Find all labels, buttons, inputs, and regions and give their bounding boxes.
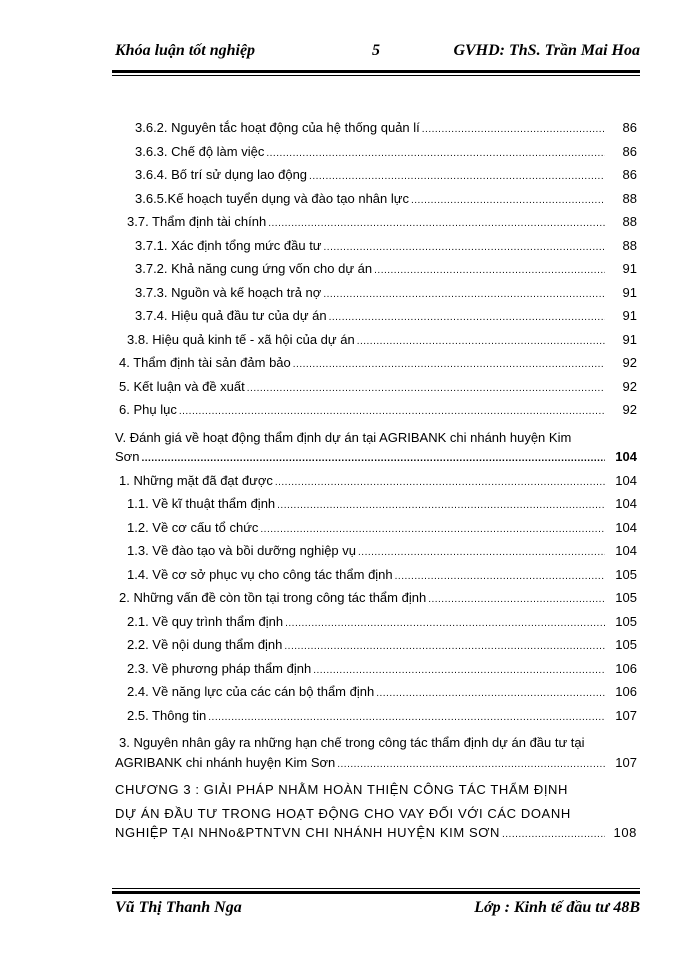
toc-leader: [285, 618, 605, 629]
toc-label: NGHIỆP TẠI NHNo&PTNTVN CHI NHÁNH HUYỆN KIM SƠN: [115, 825, 500, 840]
toc-leader: [422, 124, 605, 135]
toc-leader: [329, 312, 605, 323]
toc-entry[interactable]: [115, 144, 637, 168]
toc-entry[interactable]: [115, 167, 637, 191]
toc-label: Sơn: [115, 449, 140, 464]
toc-label: 2.5. Thông tin: [127, 707, 207, 723]
toc-leader: [208, 712, 605, 723]
toc-label: 1.2. Về cơ cấu tổ chức: [127, 519, 259, 535]
toc-entry[interactable]: [115, 449, 637, 473]
toc-entry-heading-line: [115, 731, 637, 755]
toc-entry[interactable]: [115, 402, 637, 426]
toc-entry-heading-line: [115, 426, 637, 450]
toc-entry[interactable]: [115, 684, 637, 708]
toc-page: 91: [622, 308, 637, 323]
toc-entry[interactable]: [115, 332, 637, 356]
toc-label-line: DỰ ÁN ĐẦU TƯ TRONG HOẠT ĐỘNG CHO VAY ĐỐI VỚI CÁC DOANH: [115, 805, 571, 821]
toc-page: 105: [615, 590, 637, 605]
toc-label: 6. Phụ lục: [119, 402, 177, 417]
toc-entry[interactable]: [115, 708, 637, 732]
toc-label: 3.7.1. Xác định tổng mức đầu tư: [135, 237, 322, 253]
toc-label-line: V. Đánh giá về hoạt động thẩm định dự án tại AGRIBANK chi nhánh huyện Kim: [115, 429, 572, 445]
toc-leader: [141, 453, 605, 464]
toc-label: 3.6.5.Kế hoạch tuyển dụng và đào tạo nhân lực: [135, 190, 409, 206]
toc-label: 1.4. Về cơ sở phục vụ cho công tác thẩm định: [127, 566, 393, 582]
toc-page: 105: [615, 637, 637, 652]
toc-entry[interactable]: [115, 825, 637, 849]
page-header: [115, 42, 640, 66]
toc-label: 4. Thẩm định tài sản đảm bảo: [119, 355, 291, 370]
toc-entry[interactable]: [115, 238, 637, 262]
toc-leader: [275, 477, 605, 488]
toc-label: 3.7.4. Hiệu quả đầu tư của dự án: [135, 308, 327, 323]
toc-page: 86: [622, 120, 637, 135]
toc-page: 92: [622, 378, 637, 394]
toc-page: 107: [615, 707, 637, 723]
toc-page: 92: [622, 402, 637, 417]
page-footer: [115, 899, 640, 923]
toc-page: 86: [622, 167, 637, 182]
toc-page: 104: [615, 496, 637, 511]
toc-leader: [337, 759, 605, 770]
toc-entry-heading-line: [115, 778, 637, 802]
toc-entry[interactable]: [115, 214, 637, 238]
toc-leader: [284, 641, 605, 652]
toc-entry[interactable]: [115, 543, 637, 567]
toc-leader: [313, 665, 605, 676]
toc-page: 92: [622, 355, 637, 370]
toc-entry[interactable]: [115, 661, 637, 685]
toc-label: 3.6.2. Nguyên tắc hoạt động của hệ thống quản lí: [135, 120, 420, 135]
toc-page: 108: [613, 825, 637, 840]
toc-label: 3.6.4. Bố trí sử dụng lao động: [135, 167, 308, 182]
toc-label: 5. Kết luận và đề xuất: [119, 378, 245, 394]
toc-entry[interactable]: [115, 614, 637, 638]
toc-leader: [309, 171, 605, 182]
toc-label: 2.1. Về quy trình thẩm định: [127, 613, 284, 629]
toc-leader: [293, 359, 605, 370]
toc-entry-heading-line: [115, 802, 637, 826]
toc-leader: [323, 289, 605, 300]
toc-page: 91: [622, 261, 637, 276]
toc-page: 104: [615, 449, 637, 464]
toc-page: 105: [615, 613, 637, 629]
toc-leader: [411, 195, 605, 206]
toc-leader: [268, 218, 605, 229]
toc-leader: [374, 265, 605, 276]
toc-page: 91: [622, 331, 637, 347]
toc-entry[interactable]: [115, 520, 637, 544]
toc-entry[interactable]: [115, 496, 637, 520]
toc-entry[interactable]: [115, 191, 637, 215]
toc-label: 2.4. Về năng lực của các cán bộ thẩm định: [127, 684, 375, 699]
page-number: 5: [372, 42, 380, 59]
toc-label: AGRIBANK chi nhánh huyện Kim Sơn: [115, 754, 336, 770]
toc-leader: [324, 242, 605, 253]
header-title: Khóa luận tốt nghiệp: [115, 42, 256, 59]
toc-entry[interactable]: [115, 637, 637, 661]
toc-entry[interactable]: [115, 261, 637, 285]
toc-label: 1.1. Về kĩ thuật thẩm định: [127, 496, 276, 511]
header-advisor: GVHD: ThS. Trần Mai Hoa: [453, 42, 640, 59]
footer-class: Lớp : Kinh tế đầu tư 48B: [474, 899, 640, 916]
toc-label: 3.6.3. Chế độ làm việc: [135, 143, 265, 159]
toc-page: 104: [615, 519, 637, 535]
toc-page: 106: [615, 684, 637, 699]
toc-leader: [247, 383, 605, 394]
toc-entry[interactable]: [115, 379, 637, 403]
toc-page: 105: [615, 566, 637, 582]
footer-author: Vũ Thị Thanh Nga: [115, 899, 242, 916]
toc-leader: [266, 148, 605, 159]
toc-page: 86: [622, 143, 637, 159]
toc-leader: [502, 829, 605, 840]
toc-page: 91: [622, 284, 637, 300]
toc-label: 3.7. Thẩm định tài chính: [127, 214, 267, 229]
footer-rule: [112, 888, 640, 894]
toc-label: 1.3. Về đào tạo và bồi dưỡng nghiệp vụ: [127, 543, 357, 558]
toc-label: 2. Những vấn đề còn tồn tại trong công tác thẩm định: [119, 590, 427, 605]
toc-leader: [428, 594, 605, 605]
toc-entry[interactable]: [115, 120, 637, 144]
toc-label: 2.2. Về nội dung thẩm định: [127, 637, 283, 652]
toc-entry[interactable]: [115, 590, 637, 614]
toc-entry[interactable]: [115, 355, 637, 379]
toc-page: 88: [622, 190, 637, 206]
toc-entry[interactable]: [115, 567, 637, 591]
toc-entry[interactable]: [115, 473, 637, 497]
toc-entry[interactable]: [115, 285, 637, 309]
toc-leader: [357, 336, 605, 347]
toc-entry[interactable]: [115, 308, 637, 332]
toc-label: 1. Những mặt đã đạt được: [119, 472, 273, 488]
toc-label: 3.7.3. Nguồn và kế hoạch trả nợ: [135, 284, 322, 300]
toc-leader: [277, 500, 605, 511]
toc-label-line: CHƯƠNG 3 : GIẢI PHÁP NHẰM HOÀN THIỆN CÔNG TÁC THẨM ĐỊNH: [115, 782, 569, 797]
toc-leader: [260, 524, 605, 535]
toc-entry[interactable]: [115, 755, 637, 779]
toc-page: 107: [615, 754, 637, 770]
toc-page: 104: [615, 472, 637, 488]
toc-page: 88: [622, 237, 637, 253]
toc-page: 88: [622, 214, 637, 229]
toc-leader: [179, 406, 605, 417]
toc-label: 2.3. Về phương pháp thẩm định: [127, 660, 312, 676]
toc-leader: [358, 547, 605, 558]
toc-leader: [395, 571, 605, 582]
toc-page: 106: [615, 660, 637, 676]
toc-label: 3.7.2. Khả năng cung ứng vốn cho dự án: [135, 261, 373, 276]
table-of-contents: [115, 120, 637, 849]
toc-page: 104: [615, 543, 637, 558]
toc-leader: [376, 688, 605, 699]
header-rule: [112, 70, 640, 76]
toc-label-line: 3. Nguyên nhân gây ra những hạn chế trong công tác thẩm định dự án đầu tư tại: [119, 735, 585, 750]
toc-label: 3.8. Hiệu quả kinh tế - xã hội của dự án: [127, 331, 355, 347]
